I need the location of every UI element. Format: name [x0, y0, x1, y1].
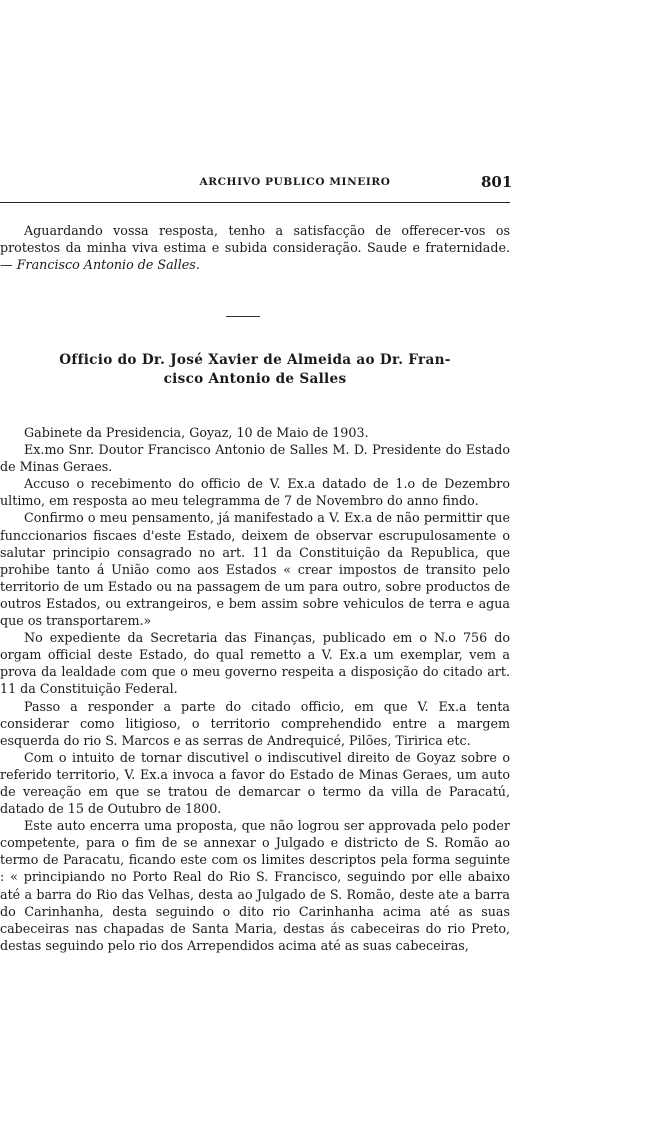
- running-head: [0, 173, 661, 196]
- signature: Francisco Antonio de Salles.: [16, 257, 200, 273]
- paragraph: Accuso o recebimento do officio de V. Ex.a datado de 1.o de Dezembro ultimo, em resposta ao meu telegramma de 7 de Novembro do anno findo.: [0, 476, 510, 509]
- dateline: Gabinete da Presidencia, Goyaz, 10 de Maio de 1903.: [24, 425, 369, 440]
- section-separator: [226, 316, 260, 317]
- running-title: ARCHIVO PUBLICO MINEIRO: [199, 176, 391, 188]
- heading-line-2: cisco Antonio de Salles: [163, 371, 347, 387]
- paragraph: Confirmo o meu pensamento, já manifestado a V. Ex.a de não permittir que funccionarios fiscaes d'este Estado, deixem de observar escrupulosamente o salutar principio consagrado no art. 11 da Constituição da Republica, que prohibe tanto á União como aos Estados « crear impostos de transito pelo territorio de um Estado ou na passagem de um para outro, sobre productos de outros Estados, ou extrangeiros, e bem assim sobre vehiculos de terra e agua que os transportarem.»: [0, 510, 510, 629]
- paragraph: Com o intuito de tornar discutivel o indiscutivel direito de Goyaz sobre o referido territorio, V. Ex.a invoca a favor do Estado de Minas Geraes, um auto de vereação em que se tratou de demarcar o termo da villa de Paracatú, datado de 15 de Outubro de 1800.: [0, 749, 510, 817]
- closing-paragraph: [0, 222, 510, 273]
- paragraph: No expediente da Secretaria das Finanças, publicado em o N.o 756 do orgam official deste Estado, do qual remetto a V. Ex.a um exemplar, vem a prova da lealdade com que o meu governo respeita a disposição do citado art. 11 da Constituição Federal.: [0, 630, 510, 697]
- heading-line-1: Officio do Dr. José Xavier de Almeida ao Dr. Fran-: [59, 352, 451, 368]
- paragraph: Este auto encerra uma proposta, que não logrou ser approvada pelo poder competente, para o fim de se annexar o Julgado e districto de S. Romão ao termo de Paracatu, ficando este com os limites descriptos pela forma seguinte : « principiando no Porto Real do Rio S. Francisco, seguindo por elle abaixo até a barra do Rio das Velhas, desta ao Julgado de S. Romão, deste ate a barra do Carinhanha, desta seguindo o dito rio Carinhanha acima até as suas cabeceiras nas chapadas de Santa Maria, destas ás cabeceiras do rio Preto, destas seguindo pelo rio dos Arrependidos acima até as suas cabeceiras,: [0, 818, 510, 953]
- header-rule: [0, 202, 510, 203]
- closing-text: Aguardando vossa resposta, tenho a satisfacção de offerecer-vos os protestos da minha viva estima e subida consideração. Saude e fraternidade. —: [0, 223, 510, 273]
- letter-body: [0, 424, 510, 954]
- salutation: Ex.mo Snr. Doutor Francisco Antonio de Salles M. D. Presidente do Estado de Minas Geraes.: [0, 442, 510, 475]
- paragraph: Passo a responder a parte do citado officio, em que V. Ex.a tenta considerar como litigioso, o territorio comprehendido entre a margem esquerda do rio S. Marcos e as serras de Andrequicé, Pilões, Tiririca etc.: [0, 698, 510, 748]
- section-heading: [0, 351, 510, 389]
- page-number: 801: [481, 173, 513, 191]
